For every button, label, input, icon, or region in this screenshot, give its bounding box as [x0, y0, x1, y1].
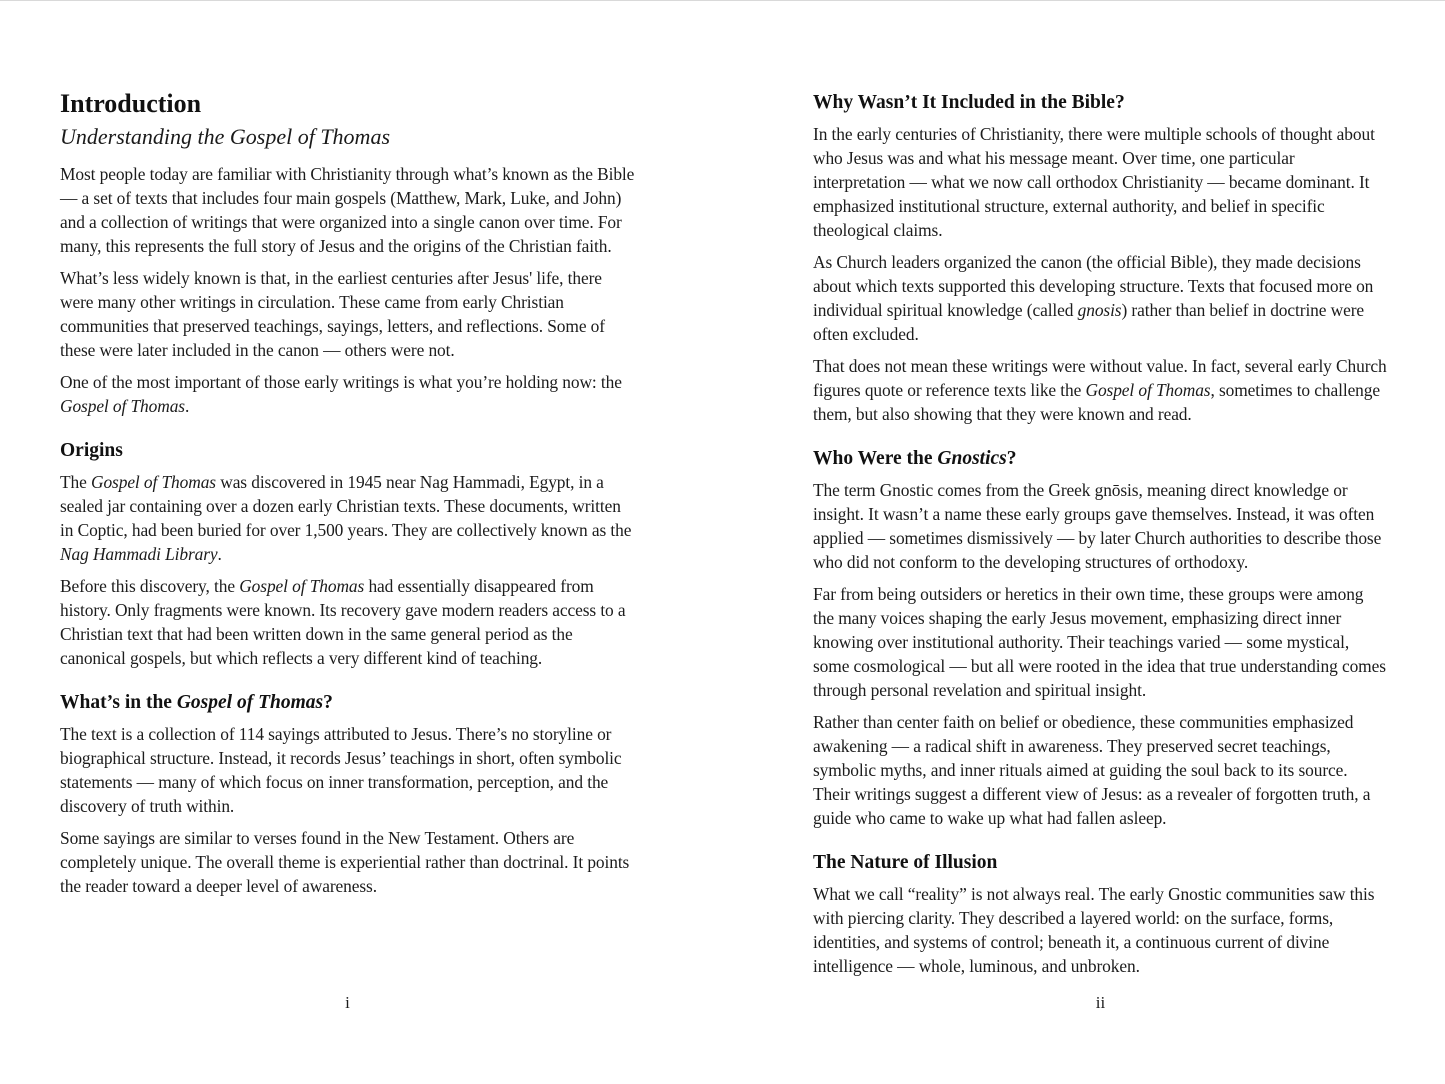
right-page	[813, 0, 1388, 1084]
why-paragraph-1: In the early centuries of Christianity, there were multiple schools of thought about who Jesus was and what his message meant. Over time, one particular interpretation — what we now call orthodox Christianity — became dominant. It emphasized institutional structure, external authority, and belief in specific theological claims.	[813, 124, 1375, 240]
chapter-subtitle: Understanding the Gospel of Thomas	[60, 124, 390, 149]
origins-paragraph-1: The Gospel of Thomas was discovered in 1945 near Nag Hammadi, Egypt, in a sealed jar containing over a dozen early Christian texts. These documents, written in Coptic, had been buried for over 1,500 years. They are collectively known as the Nag Hammadi Library.	[60, 472, 632, 564]
left-page	[60, 0, 635, 1084]
chapter-title: Introduction	[60, 89, 202, 118]
why-paragraph-2: As Church leaders organized the canon (the official Bible), they made decisions about which texts supported this developing structure. Texts that focused more on individual spiritual knowledge (called gnosis) rather than belief in doctrine were often excluded.	[813, 252, 1374, 344]
whats-in-paragraph-1: The text is a collection of 114 sayings attributed to Jesus. There’s no storyline or biographical structure. Instead, it records Jesus’ teachings in short, often symbolic statements — many of which focus on inner transformation, perception, and the discovery of truth within.	[60, 724, 622, 816]
gnostics-heading: Who Were the Gnostics?	[813, 448, 1017, 469]
gnostics-paragraph-2: Far from being outsiders or heretics in their own time, these groups were among the many voices shaping the early Jesus movement, emphasizing direct inner knowing over institutional authority. Their teachings varied — some mystical, some cosmological — but all were rooted in the idea that true understanding comes through personal revelation and spiritual insight.	[813, 584, 1386, 700]
left-page-content	[60, 88, 635, 906]
whats-in-heading: What’s in the Gospel of Thomas?	[60, 692, 333, 713]
why-not-included-heading: Why Wasn’t It Included in the Bible?	[813, 92, 1125, 113]
origins-heading: Origins	[60, 440, 123, 461]
page-number-right: ii	[1095, 993, 1106, 1012]
intro-paragraph-2: What’s less widely known is that, in the earliest centuries after Jesus' life, there were many other writings in circulation. These came from early Christian communities that preserved teachings, sayings, letters, and reflections. Some of these were later included in the canon — others were not.	[60, 268, 605, 360]
why-paragraph-3: That does not mean these writings were without value. In fact, several early Church figures quote or reference texts like the Gospel of Thomas, sometimes to challenge them, but also showing that they were known and read.	[813, 356, 1387, 424]
illusion-paragraph-1: What we call “reality” is not always real. The early Gnostic communities saw this with piercing clarity. They described a layered world: on the surface, forms, identities, and systems of control; beneath it, a continuous current of divine intelligence — whole, luminous, and unbroken.	[813, 884, 1375, 976]
illusion-heading: The Nature of Illusion	[813, 852, 998, 873]
right-page-content	[813, 88, 1388, 986]
page-number-left: i	[345, 993, 350, 1012]
intro-paragraph-3: One of the most important of those early writings is what you’re holding now: the Gospel of Thomas.	[60, 372, 622, 416]
origins-paragraph-2: Before this discovery, the Gospel of Thomas had essentially disappeared from history. Only fragments were known. Its recovery gave modern readers access to a Christian text that had been written down in the same general period as the canonical gospels, but which reflects a very different kind of teaching.	[60, 576, 626, 668]
whats-in-paragraph-2: Some sayings are similar to verses found in the New Testament. Others are completely unique. The overall theme is experiential rather than doctrinal. It points the reader toward a deeper level of awareness.	[60, 828, 630, 896]
gnostics-paragraph-3: Rather than center faith on belief or obedience, these communities emphasized awakening — a radical shift in awareness. They preserved secret teachings, symbolic myths, and inner rituals aimed at guiding the soul back to its source. Their writings suggest a different view of Jesus: as a revealer of forgotten truth, a guide who came to wake up what had fallen asleep.	[813, 712, 1371, 828]
intro-paragraph-1: Most people today are familiar with Christianity through what’s known as the Bible — a set of texts that includes four main gospels (Matthew, Mark, Luke, and John) and a collection of writings that were organized into a single canon over time. For many, this represents the full story of Jesus and the origins of the Christian faith.	[60, 164, 635, 256]
gnostics-paragraph-1: The term Gnostic comes from the Greek gnōsis, meaning direct knowledge or insight. It wasn’t a name these early groups gave themselves. Instead, it was often applied — sometimes dismissively — by later Church authorities to describe those who did not conform to the developing structures of orthodoxy.	[813, 480, 1382, 572]
